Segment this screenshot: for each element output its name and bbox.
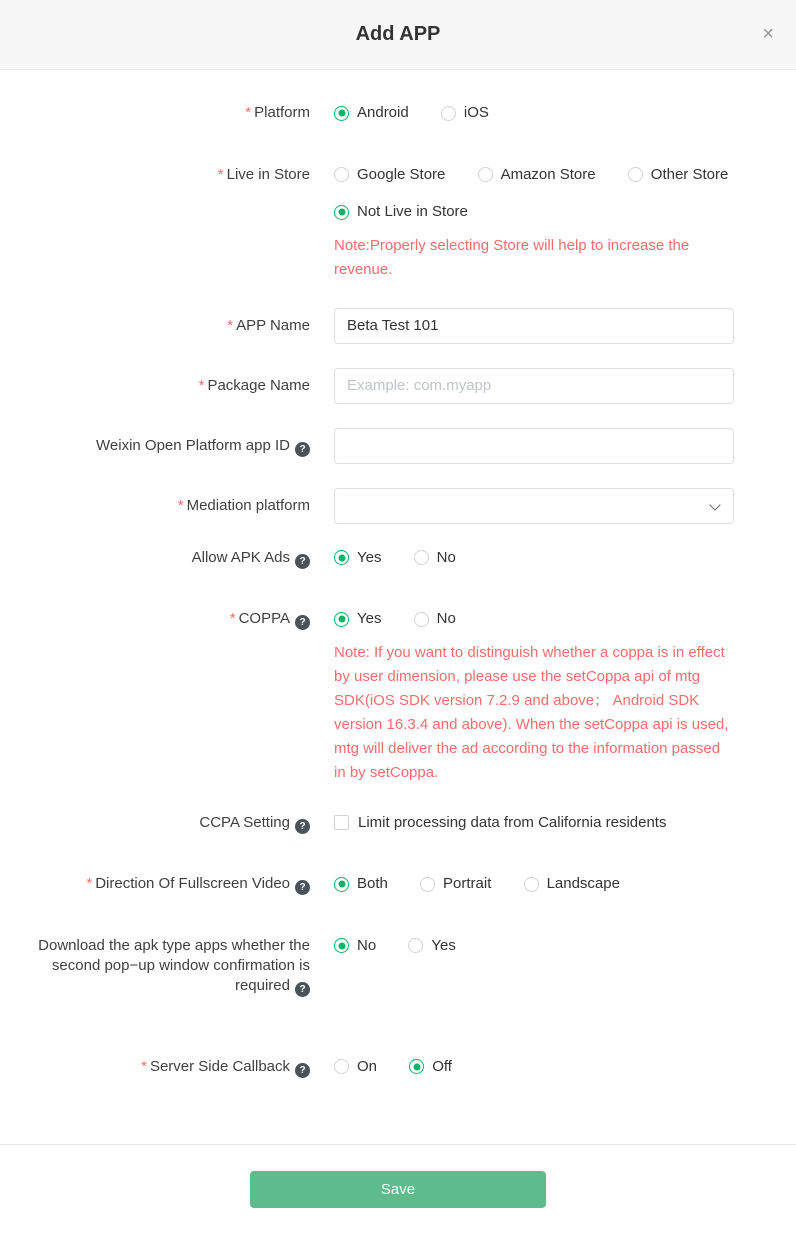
radio-unselected-icon — [420, 877, 435, 892]
close-icon[interactable]: × — [762, 23, 774, 45]
google-store-radio[interactable] — [334, 165, 445, 185]
checkbox-label: Limit processing data from California residents — [358, 813, 667, 831]
radio-label: Not Live in Store — [357, 203, 468, 220]
radio-label: Yes — [431, 936, 456, 954]
radio-label: Off — [432, 1057, 452, 1075]
radio-label: Android — [357, 104, 409, 121]
coppa-label: * COPPA ? — [0, 609, 310, 630]
allow-apk-ads-label: Allow APK Ads ? — [0, 548, 310, 569]
radio-selected-icon — [334, 877, 349, 892]
app-name-label: * APP Name — [227, 316, 310, 334]
radio-selected-icon — [409, 1059, 424, 1074]
mediation-platform-label: * Mediation platform — [177, 496, 310, 514]
radio-label: Yes — [357, 548, 382, 566]
checkbox-unchecked-icon — [334, 815, 349, 830]
weixin-app-id-row — [0, 428, 796, 464]
required-asterisk: * — [217, 165, 224, 183]
radio-label: Portrait — [443, 875, 492, 892]
radio-label: Google Store — [357, 165, 446, 183]
apk-popup-yes-radio[interactable] — [408, 936, 455, 956]
store-options-line1 — [334, 165, 734, 187]
apk-popup-label: Download the apk type apps whether the second pop−up window confirmation is required ? — [38, 936, 310, 995]
not-live-in-store-radio[interactable] — [334, 202, 468, 222]
radio-selected-icon — [334, 612, 349, 627]
platform-row — [0, 103, 796, 125]
required-asterisk: * — [245, 104, 252, 121]
radio-unselected-icon — [414, 612, 429, 627]
modal-header — [0, 0, 796, 70]
server-callback-on-radio[interactable] — [334, 1057, 377, 1077]
apk-popup-options — [334, 936, 734, 958]
server-callback-options — [334, 1057, 734, 1079]
apk-popup-row — [0, 936, 796, 997]
radio-label: Both — [357, 875, 388, 892]
ccpa-setting-row — [0, 813, 796, 835]
radio-label: Other Store — [650, 165, 729, 183]
platform-label: * Platform — [245, 104, 310, 121]
help-icon[interactable]: ? — [295, 554, 310, 569]
required-asterisk: * — [229, 610, 236, 627]
radio-label: iOS — [463, 104, 489, 121]
allow-apk-ads-options — [334, 548, 734, 570]
platform-android-radio[interactable] — [334, 103, 409, 123]
radio-label: Amazon Store — [500, 165, 596, 183]
store-note: Note:Properly selecting Store will help to increase the revenue. — [334, 236, 690, 278]
radio-selected-icon — [334, 205, 349, 220]
coppa-row — [0, 609, 796, 785]
server-callback-row — [0, 1057, 796, 1079]
help-icon[interactable]: ? — [295, 615, 310, 630]
amazon-store-radio[interactable] — [478, 165, 596, 185]
radio-selected-icon — [334, 938, 349, 953]
app-name-input[interactable] — [334, 308, 734, 344]
radio-unselected-icon — [478, 167, 493, 182]
modal-footer — [0, 1144, 796, 1236]
server-callback-off-radio[interactable] — [409, 1057, 452, 1077]
help-icon[interactable]: ? — [295, 982, 310, 997]
modal-title: Add APP — [355, 23, 441, 45]
radio-unselected-icon — [408, 938, 423, 953]
help-icon[interactable]: ? — [295, 819, 310, 834]
chevron-down-icon — [709, 499, 720, 510]
direction-portrait-radio[interactable] — [420, 874, 491, 894]
radio-label: Yes — [357, 610, 382, 627]
direction-options — [334, 874, 734, 896]
mediation-platform-row — [0, 488, 796, 524]
required-asterisk: * — [86, 875, 93, 892]
radio-label: On — [357, 1057, 378, 1075]
radio-label: Landscape — [546, 875, 620, 892]
direction-landscape-radio[interactable] — [524, 874, 620, 894]
save-button[interactable]: Save — [250, 1171, 546, 1208]
fullscreen-direction-row — [0, 874, 796, 896]
radio-unselected-icon — [441, 106, 456, 121]
weixin-app-id-input[interactable] — [334, 428, 734, 464]
mediation-platform-select[interactable] — [334, 488, 734, 524]
server-callback-label: * Server Side Callback ? — [0, 1057, 310, 1078]
live-in-store-label: * Live in Store — [217, 165, 310, 183]
platform-options — [334, 103, 734, 125]
ccpa-setting-label: CCPA Setting ? — [0, 813, 310, 834]
radio-unselected-icon — [334, 167, 349, 182]
other-store-radio[interactable] — [628, 165, 729, 185]
radio-unselected-icon — [524, 877, 539, 892]
app-name-row — [0, 308, 796, 344]
coppa-no-radio[interactable] — [414, 609, 456, 629]
radio-selected-icon — [334, 550, 349, 565]
required-asterisk: * — [141, 1057, 147, 1075]
radio-unselected-icon — [628, 167, 643, 182]
radio-unselected-icon — [334, 1059, 349, 1074]
live-in-store-row — [0, 165, 796, 282]
required-asterisk: * — [227, 316, 234, 334]
package-name-row — [0, 368, 796, 404]
coppa-options — [334, 609, 734, 785]
apk-popup-no-radio[interactable] — [334, 936, 376, 956]
direction-both-radio[interactable] — [334, 874, 388, 894]
store-options-line2 — [334, 202, 734, 224]
weixin-app-id-label: Weixin Open Platform app ID ? — [0, 428, 310, 457]
platform-ios-radio[interactable] — [441, 103, 489, 123]
radio-label: No — [436, 610, 456, 627]
allow-apk-ads-no-radio[interactable] — [414, 548, 456, 568]
help-icon[interactable]: ? — [295, 880, 310, 895]
ccpa-limit-checkbox[interactable] — [334, 813, 666, 833]
allow-apk-ads-yes-radio[interactable] — [334, 548, 381, 568]
live-in-store-options — [334, 165, 734, 282]
coppa-note: Note: If you want to distinguish whether a coppa is in effect by user dimension, please use the setCoppa api of mtg SDK(iOS SDK version 7.2.9 and above； Android SDK version 16.3.4 and above). When the setCoppa api is used, mtg will deliver the ad according to the information passed in by setCoppa. — [334, 643, 729, 781]
fullscreen-direction-label: * Direction Of Fullscreen Video ? — [0, 874, 310, 895]
package-name-label: * Package Name — [198, 376, 310, 394]
help-icon[interactable]: ? — [295, 442, 310, 457]
coppa-yes-radio[interactable] — [334, 609, 381, 629]
required-asterisk: * — [198, 376, 205, 394]
add-app-form — [0, 70, 796, 1144]
radio-selected-icon — [334, 106, 349, 121]
radio-label: No — [436, 548, 456, 566]
help-icon[interactable]: ? — [295, 1063, 310, 1078]
required-asterisk: * — [177, 496, 184, 514]
package-name-input[interactable] — [334, 368, 734, 404]
allow-apk-ads-row — [0, 548, 796, 570]
radio-unselected-icon — [414, 550, 429, 565]
radio-label: No — [357, 936, 377, 954]
